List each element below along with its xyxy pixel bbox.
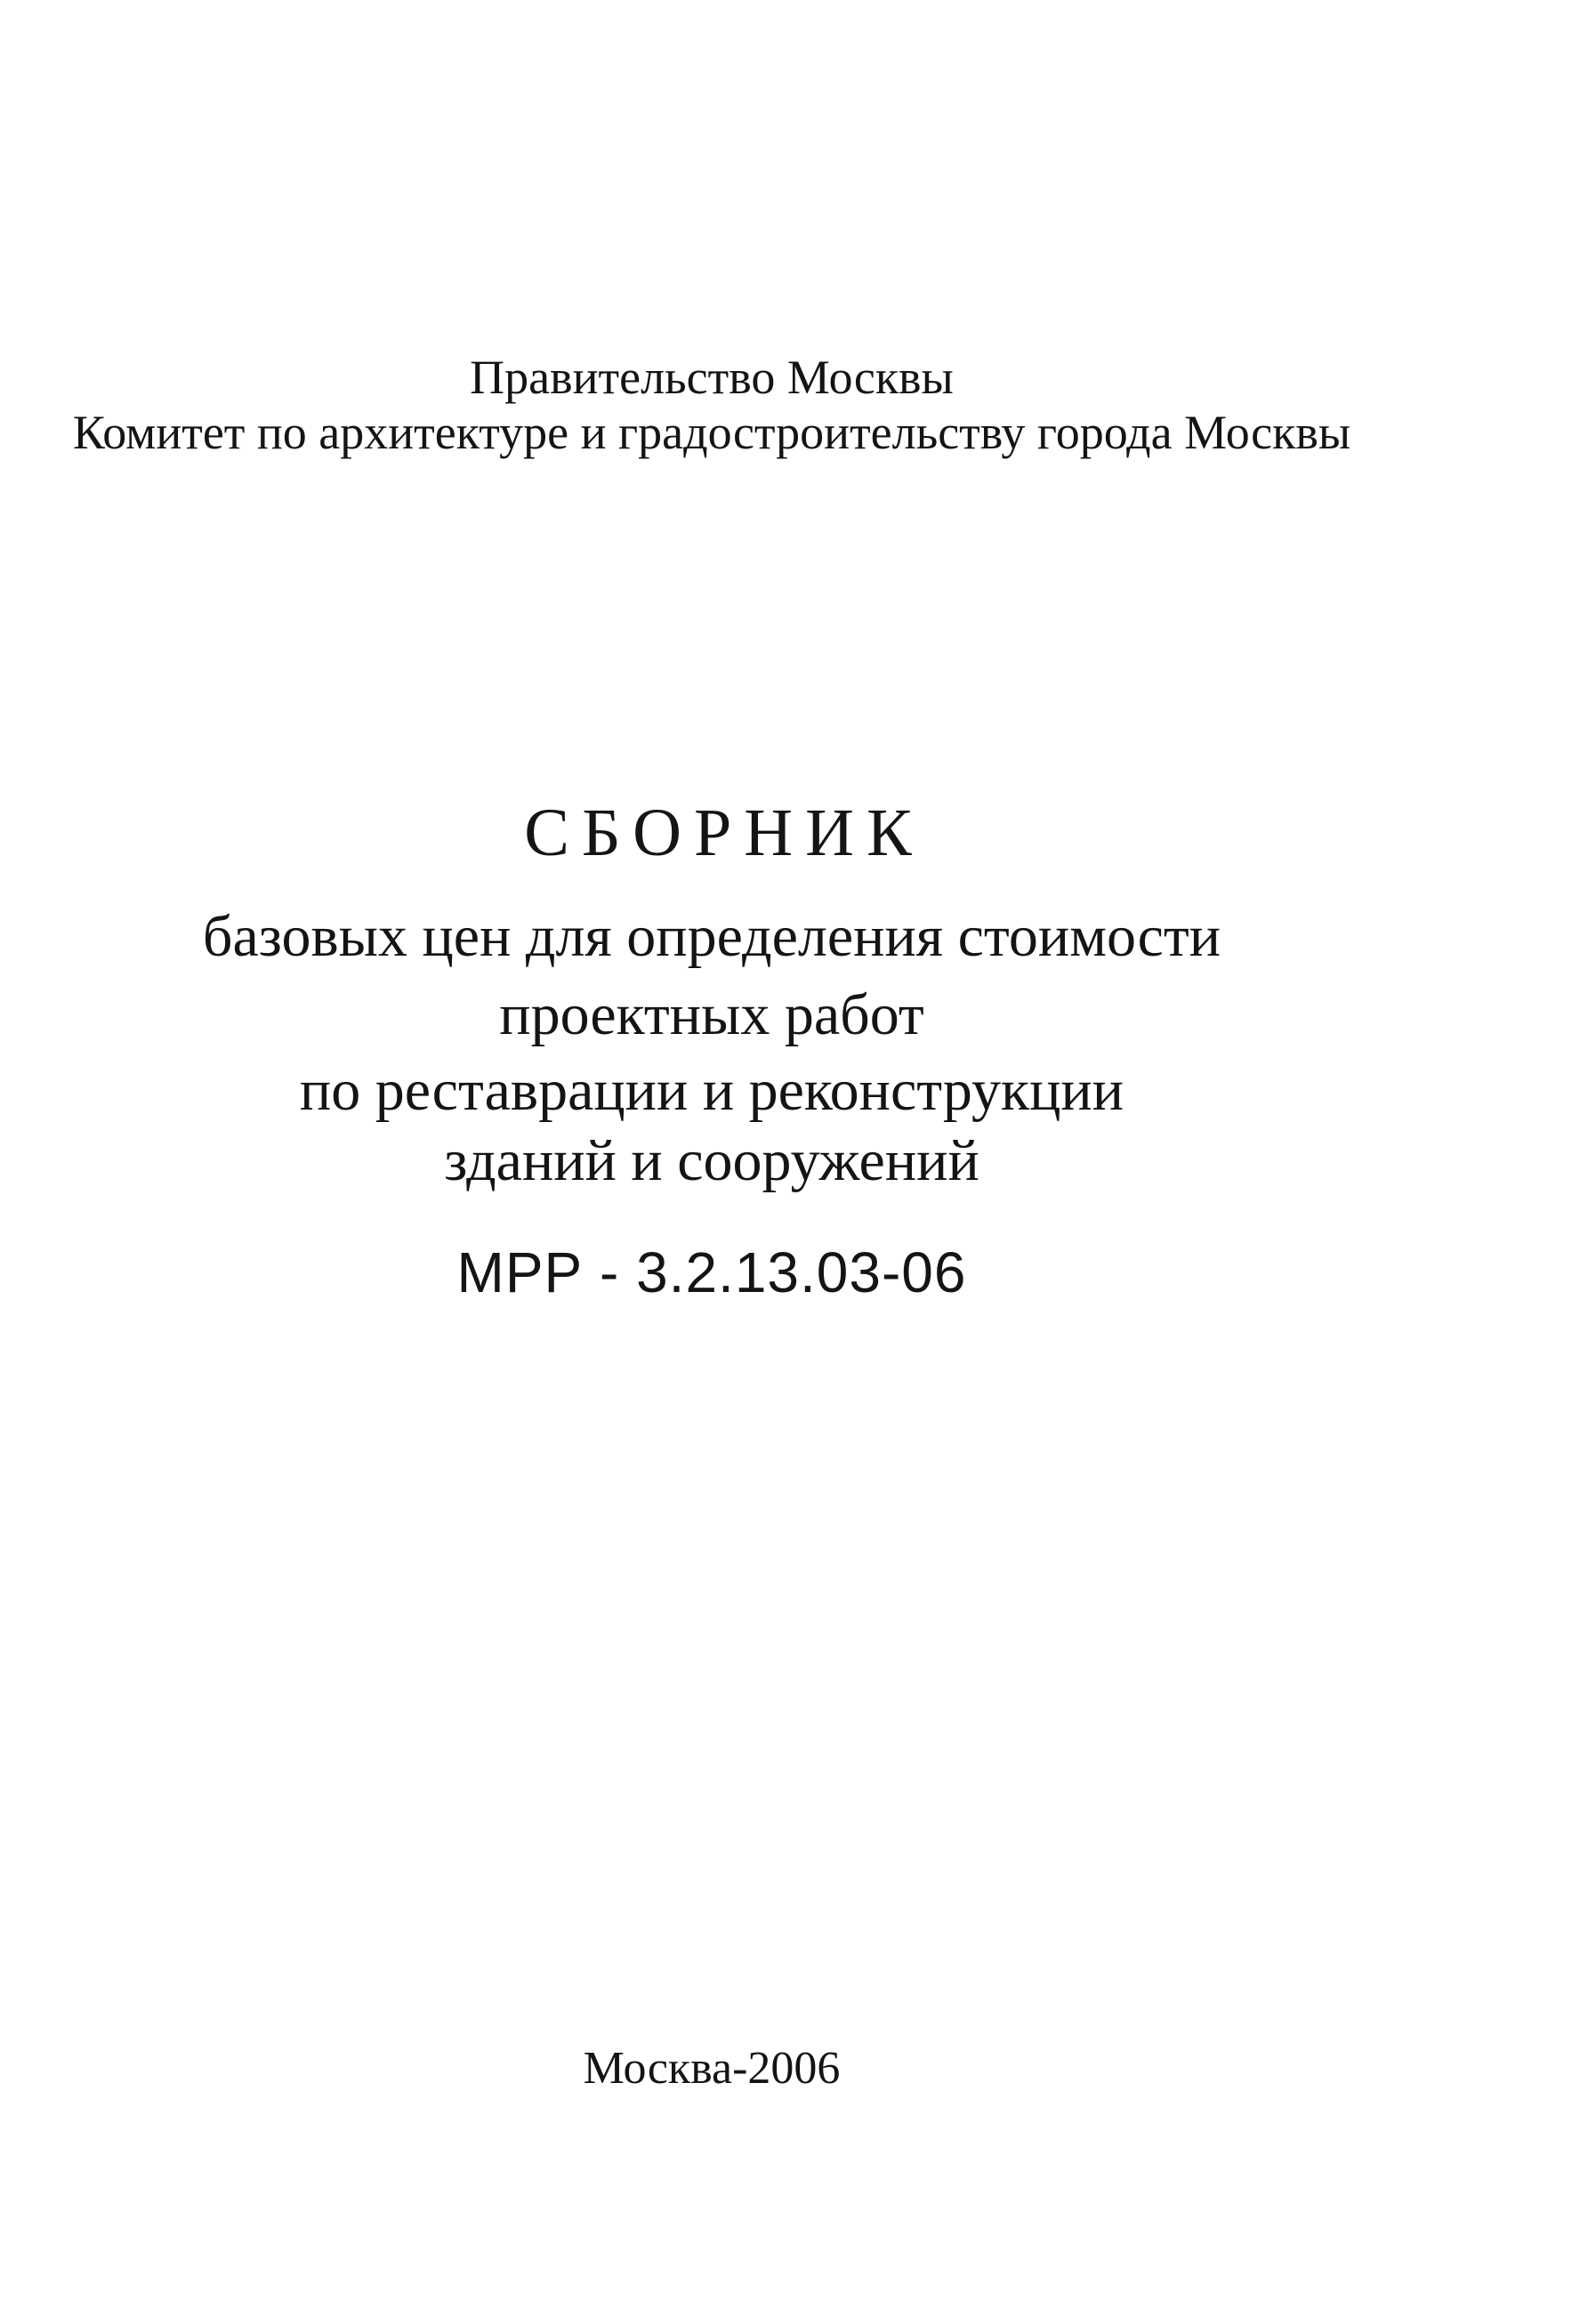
subtitle-line: проектных работ xyxy=(499,982,924,1047)
document-title: СБОРНИК xyxy=(524,795,924,870)
issuer-government: Правительство Москвы xyxy=(470,351,954,404)
subtitle-line: зданий и сооружений xyxy=(444,1128,979,1193)
document-code: МРР - 3.2.13.03-06 xyxy=(456,1240,967,1304)
issuer-committee: Комитет по архитектуре и градостроительству города Москвы xyxy=(72,406,1351,459)
place-and-year: Москва-2006 xyxy=(583,2043,841,2094)
subtitle-line: по реставрации и реконструкции xyxy=(299,1058,1124,1123)
subtitle-line: базовых цен для определения стоимости xyxy=(202,904,1221,969)
